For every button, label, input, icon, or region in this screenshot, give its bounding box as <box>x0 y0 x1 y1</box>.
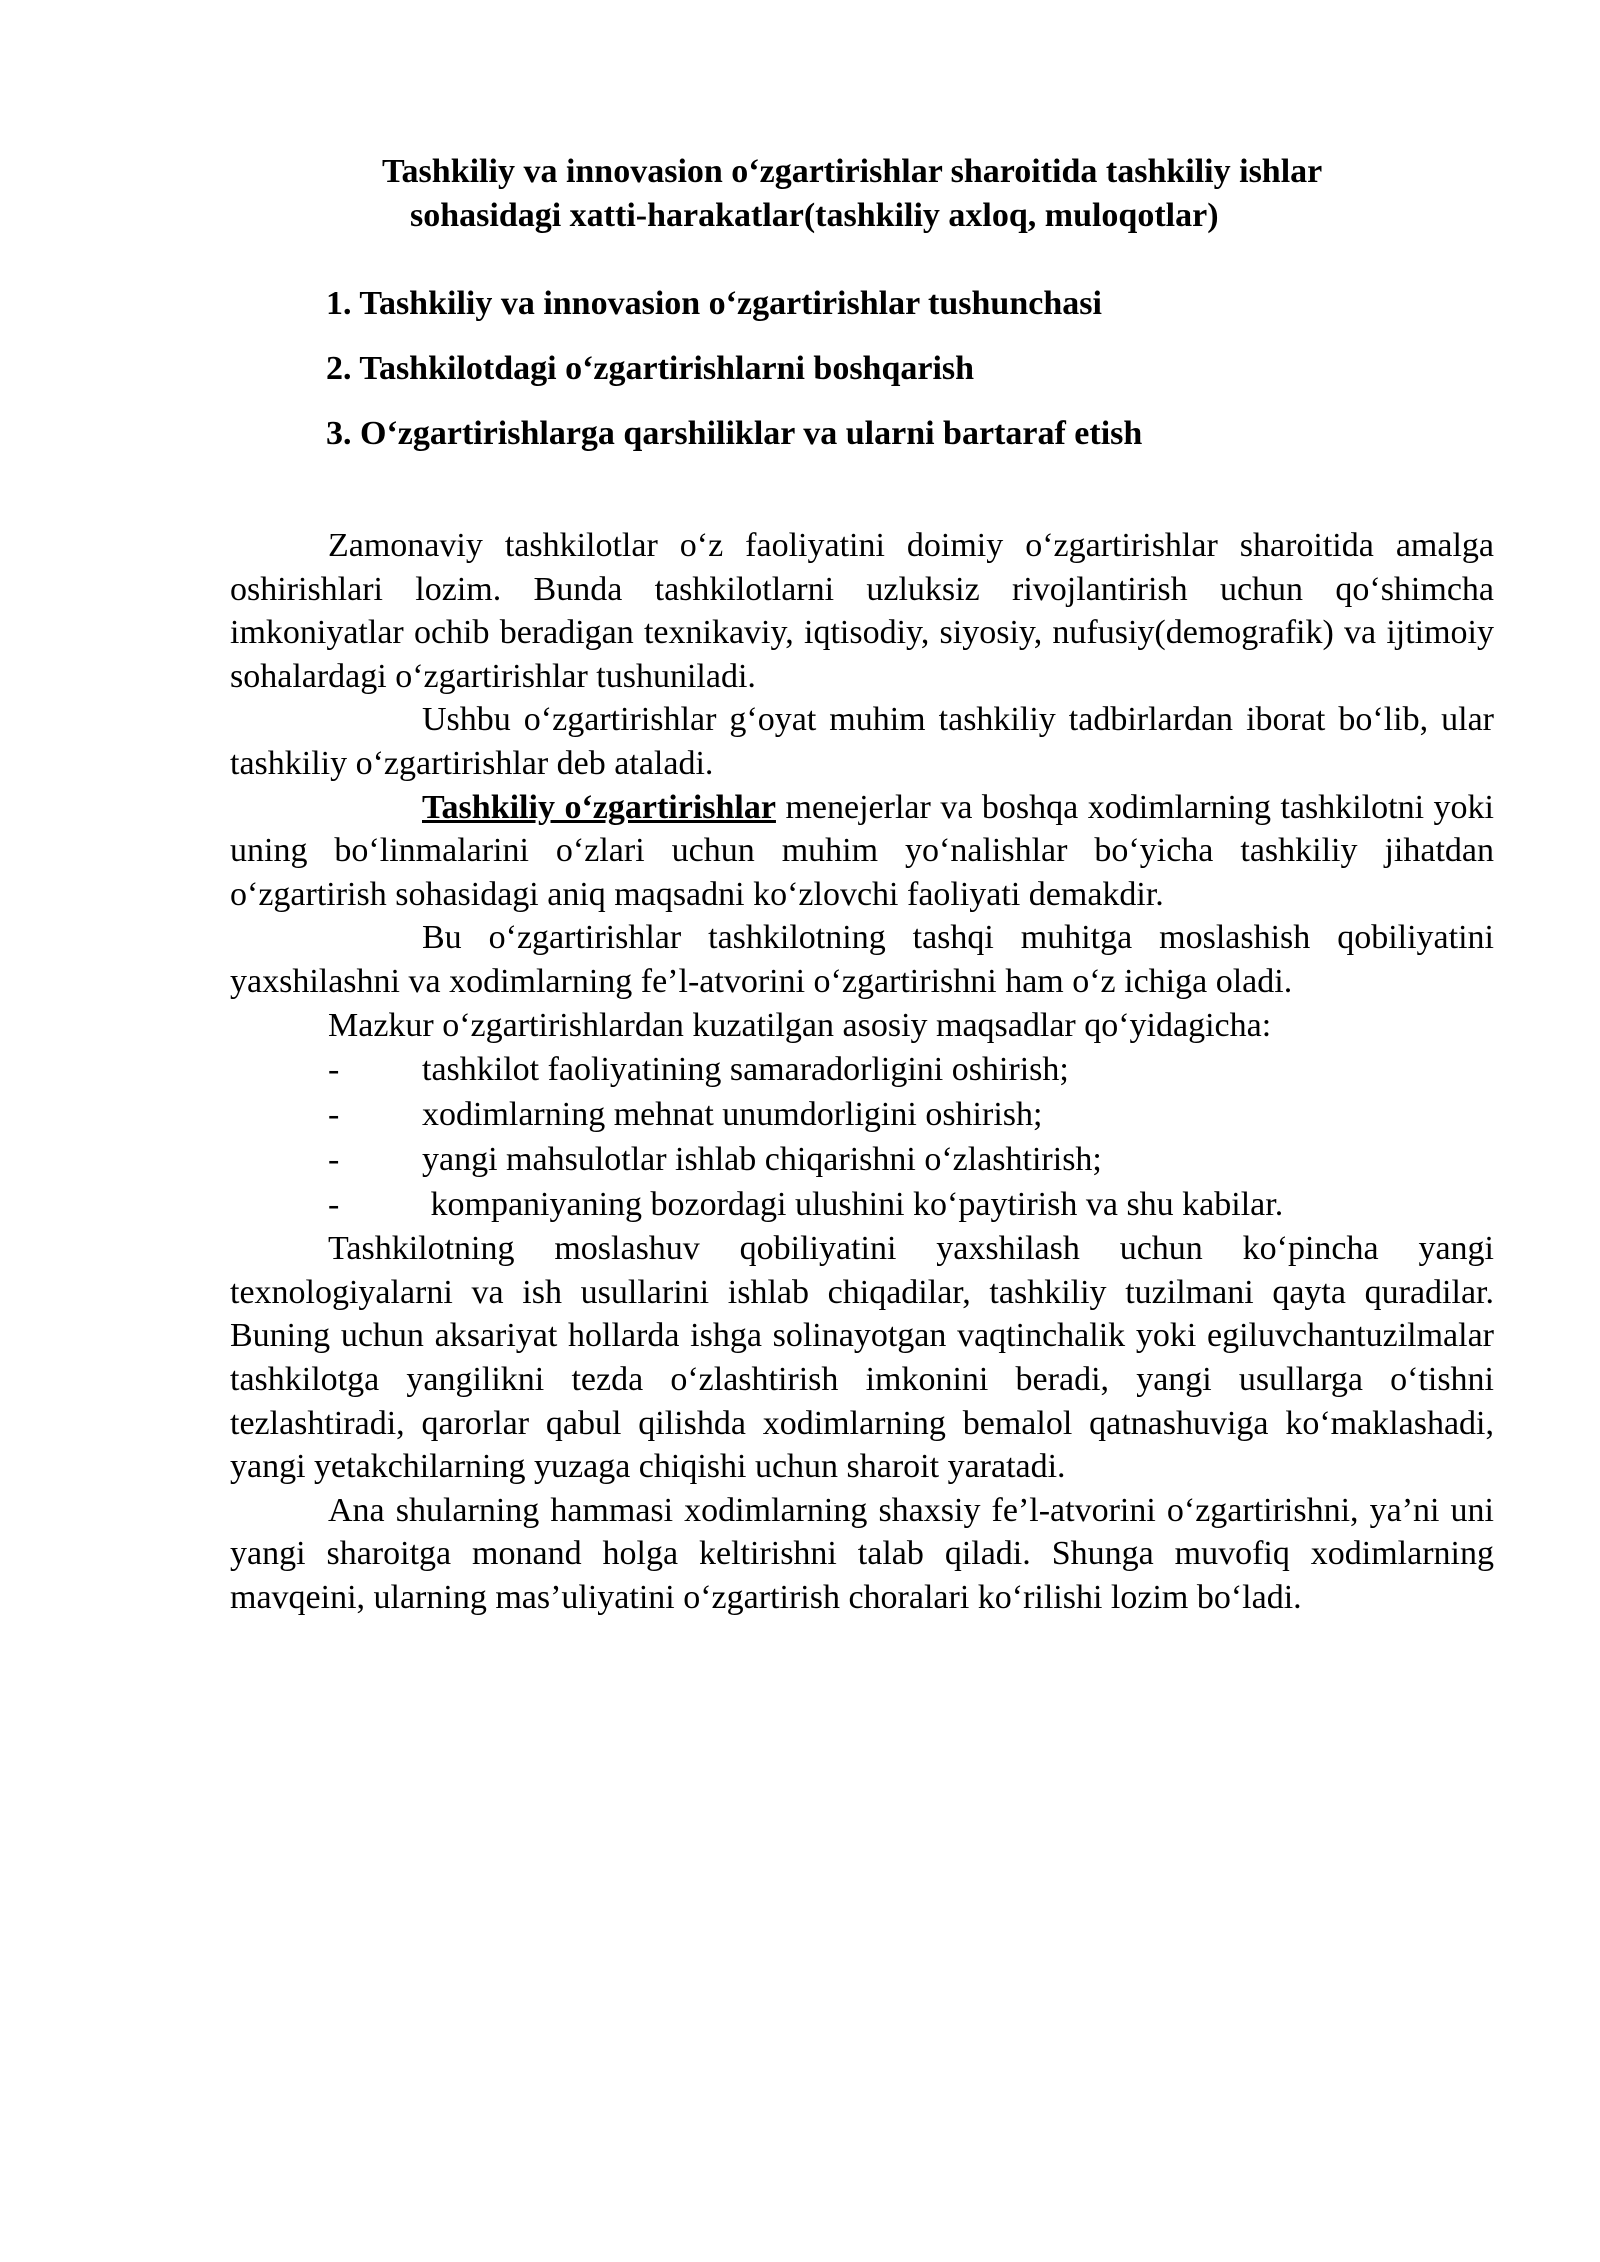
list-item <box>230 1137 1494 1182</box>
document-title <box>300 150 1480 238</box>
paragraph-2: Ushbu o‘zgartirishlar g‘oyat muhim tashkiliy tadbirlardan iborat bo‘lib, ular tashkiliy o‘zgartirishlar deb ataladi. <box>230 701 1494 782</box>
list-dash: - <box>328 1096 340 1134</box>
topic-outline <box>326 282 1476 477</box>
list-item-text: xodimlarning mehnat unumdorligini oshirish; <box>422 1096 1043 1134</box>
paragraph-3 <box>230 786 1494 917</box>
list-item-text: tashkilot faoliyatining samaradorligini oshirish; <box>422 1051 1069 1089</box>
list-item-text: kompaniyaning bozordagi ulushini ko‘paytirish va shu kabilar. <box>422 1186 1284 1224</box>
list-item <box>230 1092 1494 1137</box>
title-line-1: Tashkiliy va innovasion o‘zgartirishlar sharoitida tashkiliy ishlar <box>382 153 1323 190</box>
paragraph-5: Mazkur o‘zgartirishlardan kuzatilgan asosiy maqsadlar qo‘yidagicha: <box>328 1006 1272 1044</box>
defined-term: Tashkiliy o‘zgartirishlar <box>422 788 776 826</box>
list-dash: - <box>328 1051 340 1089</box>
paragraph-6: Tashkilotning moslashuv qobiliyatini yaxshilash uchun ko‘pincha yangi texnologiyalarni va ish usullarini ishlab chiqadilar, tashkiliy tuzilmani qayta quradilar. Buning uchun aksariyat hollarda ishga solinayotgan vaqtinchalik yoki egiluvchantuzilmalar tashkilotga yangilikni tezda o‘zlashtirish imkonini beradi, yangi usullarga o‘tishni tezlashtiradi, qarorlar qabul qilishda xodimlarning bemalol qatnashuviga ko‘maklashadi, yangi yetakchilarning yuzaga chiqishi uchun sharoit yaratadi. <box>230 1230 1494 1486</box>
outline-item-1: 1. Tashkiliy va innovasion o‘zgartirishlar tushunchasi <box>326 285 1102 322</box>
list-dash: - <box>328 1141 340 1179</box>
title-line-2: sohasidagi xatti-harakatlar(tashkiliy axloq, muloqotlar) <box>410 197 1219 234</box>
paragraph-4: Bu o‘zgartirishlar tashkilotning tashqi muhitga moslashish qobiliyatini yaxshilashni va xodimlarning fe’l-atvorini o‘zgartirishni ham o‘z ichiga oladi. <box>230 919 1494 1000</box>
definition-text: menejerlar va boshqa xodimlarning tashkilotni yoki uning bo‘linmalarini o‘zlari uchun muhim yo‘nalishlar bo‘yicha tashkiliy jihatdan o‘zgartirish sohasidagi aniq maqsadni ko‘zlovchi faoliyati demakdir. <box>230 788 1494 913</box>
body-text <box>230 524 1494 1619</box>
list-item-text: yangi mahsulotlar ishlab chiqarishni o‘zlashtirish; <box>422 1141 1102 1179</box>
list-item <box>230 1047 1494 1092</box>
list-dash: - <box>328 1186 340 1224</box>
list-item <box>230 1182 1494 1227</box>
outline-item-2: 2. Tashkilotdagi o‘zgartirishlarni boshqarish <box>326 350 975 387</box>
paragraph-7: Ana shularning hammasi xodimlarning shaxsiy fe’l-atvorini o‘zgartirishni, ya’ni uni yangi sharoitga monand holga keltirishni talab qiladi. Shunga muvofiq xodimlarning mavqeini, ularning mas’uliyatini o‘zgartirish choralari ko‘rilishi lozim bo‘ladi. <box>230 1491 1494 1616</box>
outline-item-3: 3. O‘zgartirishlarga qarshiliklar va ularni bartaraf etish <box>326 415 1143 452</box>
paragraph-1: Zamonaviy tashkilotlar o‘z faoliyatini doimiy o‘zgartirishlar sharoitida amalga oshirishlari lozim. Bunda tashkilotlarni uzluksiz rivojlantirish uchun qo‘shimcha imkoniyatlar ochib beradigan texnikaviy, iqtisodiy, siyosiy, nufusiy(demografik) va ijtimoiy sohalardagi o‘zgartirishlar tushuniladi. <box>230 527 1494 695</box>
